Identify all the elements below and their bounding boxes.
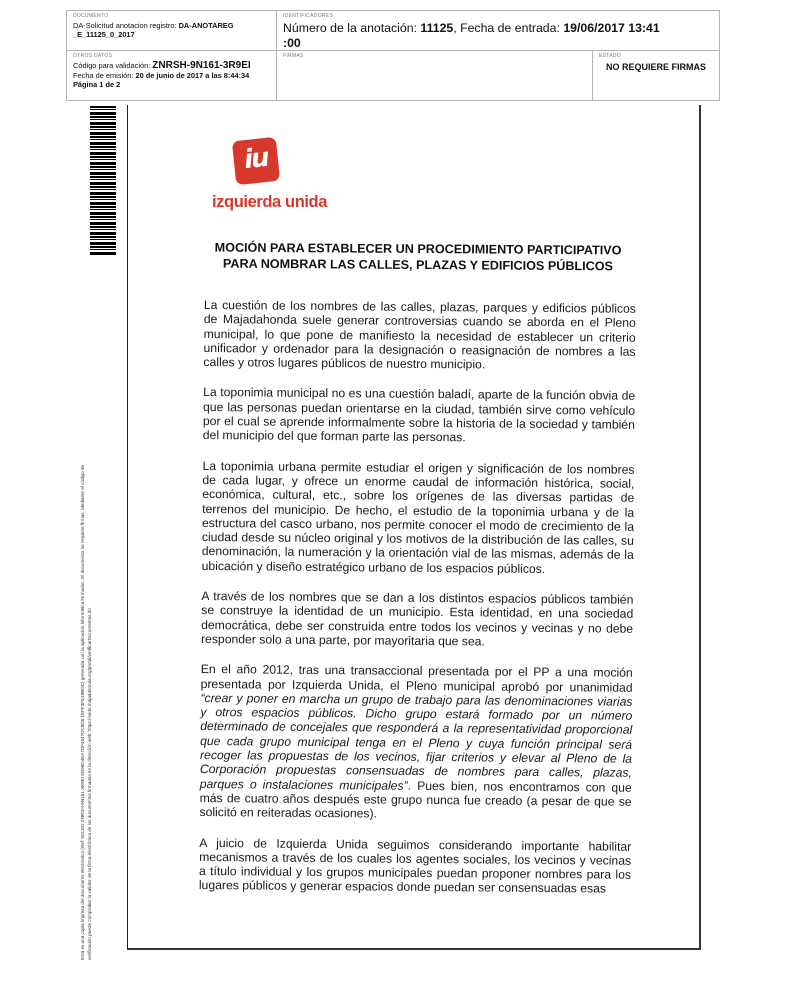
- document-title: MOCIÓN PARA ESTABLECER UN PROCEDIMIENTO PARTICIPATIVO PARA NOMBRAR LAS CALLES, PLAZAS Y EDIFICIOS PÚBLICOS: [214, 240, 622, 274]
- identificadores-caption: IDENTIFICADORES: [283, 13, 334, 19]
- paragraph: A juicio de Izquierda Unida seguimos considerando importante habilitar mecanismos a través de los cuales los agentes sociales, los vecinos y vecinas a título individual y los grupos municipales puedan proponer nombres para los lugares públicos y generar espacios donde puedan ser consensuadas esas: [198, 835, 632, 896]
- iu-logo-mark: iu: [232, 137, 280, 185]
- registry-header: [66, 10, 720, 101]
- barcode: [90, 106, 116, 256]
- estado-cell: [593, 51, 719, 100]
- status-badge: NO REQUIERE FIRMAS: [605, 62, 706, 72]
- documento-caption: DOCUMENTO: [73, 13, 109, 19]
- firmas-caption: FIRMAS: [283, 53, 304, 59]
- validation-code: Código para validación: ZNRSH-9N161-3R9EI: [73, 60, 251, 71]
- paragraph: A través de los nombres que se dan a los distintos espacios públicos también se construye la identidad de un municipio. Esta identidad, en una sociedad democrática, debe ser construida entre todos los vecinos y vecinas y no debe responder solo a una parte, por mayoritaria que sea.: [200, 589, 634, 649]
- paragraph: La toponimia urbana permite estudiar el origen y significación de los nombres de cada lugar, y ofrece un enorme caudal de información histórica, social, económica, cultural, etc., sobre los orígenes de las diversas partidas de terrenos del municipio. De hecho, el estudio de la toponimia urbana y de la estructura del casco urbano, nos permite conocer el modo de crecimiento de la ciudad desde su núcleo original y los motivos de la distribución de las calles, su denominación, la numeración y la orientación vial de las mismas, además de la ubicación y diseño estratégico urbano de los espacios públicos.: [201, 458, 635, 576]
- document-body: [199, 298, 636, 896]
- identificadores-cell: [277, 11, 719, 51]
- logo-name: izquierda unida: [212, 193, 328, 211]
- paragraph: En el año 2012, tras una transaccional presentada por el PP a una moción presentada por Izquierda Unida, el Pleno municipal aprobó por unanimidad “crear y poner en marcha un grupo de trabajo para las denominaciones viarias y otros espacios públicos. Dicho grupo estará formado por un número determinado de concejales que responderá a la representatividad proporcional que cada grupo municipal tenga en el Pleno y cuya función principal será recoger las propuestas de los vecinos, fijar criterios y elevar al Pleno de la Corporación propuestas consensuadas de nombres para calles, plazas, parques o instalaciones municipales”. Pues bien, nos encontramos con que más de cuatro años después este grupo nunca fue creado (a pesar de que se solicitó en reiteradas ocasiones).: [199, 662, 633, 821]
- anotacion-text: Número de la anotación: 11125, Fecha de entrada: 19/06/2017 13:41 :00: [283, 21, 660, 50]
- otros-datos-caption: OTROS DATOS: [73, 53, 113, 59]
- paragraph: La cuestión de los nombres de las calles, plazas, parques y edificios públicos de Majadahonda suele generar controversias cuando se aborda en el Pleno municipal, lo que pone de manifiesto la necesidad de establecer un criterio unificador y ordenador para la designación o reasignación de nombres a las calles y otros lugares públicos de nuestro municipio.: [203, 298, 636, 372]
- documento-cell: [67, 11, 277, 51]
- emission-date: Fecha de emisión: 20 de junio de 2017 a las 8:44:34: [73, 71, 250, 80]
- paragraph: La toponimia municipal no es una cuestión baladí, aparte de la función obvia de que las personas puedan orientarse en la ciudad, también sirve como vehículo por el cual se aprende informalmente sobre la historia de la sociedad y también del municipio del que forman parte las personas.: [202, 385, 636, 445]
- estado-caption: ESTADO: [599, 53, 621, 59]
- otros-datos-cell: [67, 51, 277, 100]
- page-counter: Página 1 de 2: [73, 80, 121, 89]
- scanned-page: [127, 105, 701, 950]
- izquierda-unida-logo: [212, 137, 328, 217]
- documento-value: DA-Solicitud anotacion registro: DA-ANOTAREG _E_11125_0_2017: [73, 21, 234, 39]
- firmas-cell: [277, 51, 593, 100]
- verification-side-note: Esta es una copia impresa del documento electrónico (Ref: 501152 ZNRSH-9N161-3R9EI 6D96D4EA7DF4547DC8D8 1EFF3FE49BDC) generada con la aplicación informática Firmadoc. El documento no requiere firmas. Mediante el código de verificación puede comprobar la validez de la firma electrónica de los documentos firmados en la dirección web: https://sede.majadahonda.org/portal/verificarDocumentos.do: [80, 464, 92, 960]
